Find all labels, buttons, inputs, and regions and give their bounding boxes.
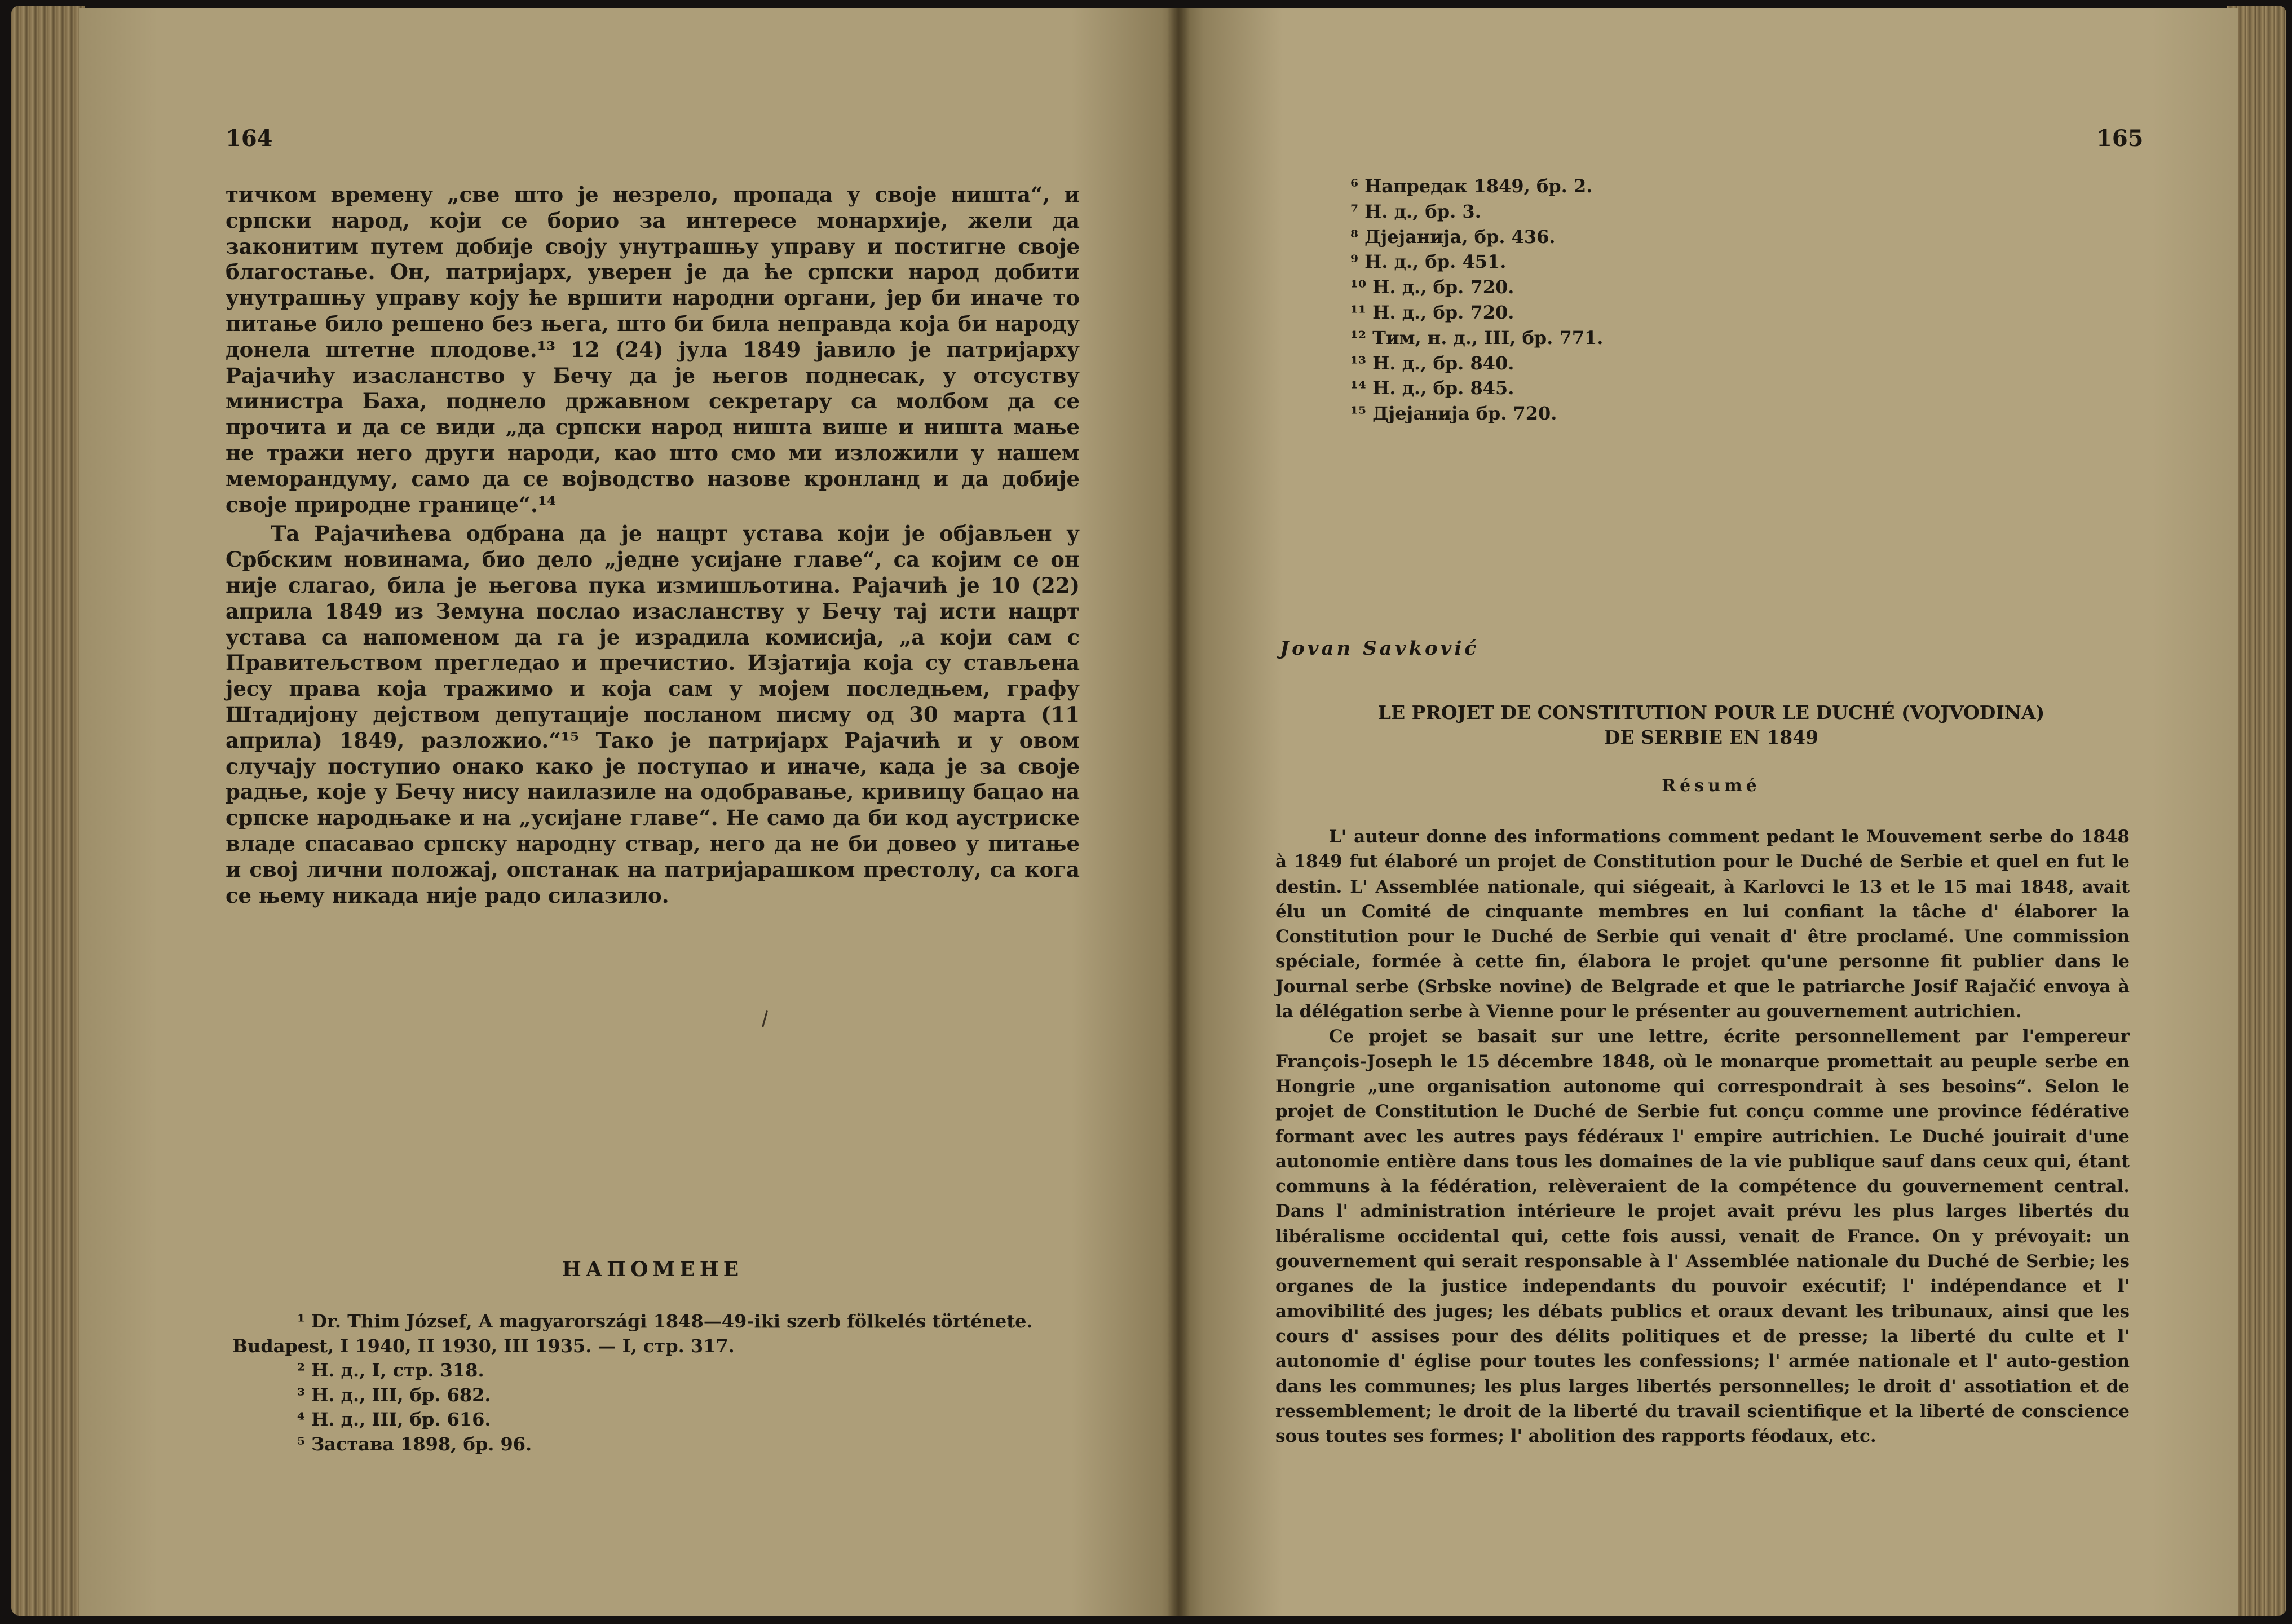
left-paragraph-2: Та Рајачићева одбрана да је нацрт устава који је објављен у Србским новинама, био дело „једне усијане главе“, са којим се он није слагао, била је његова пука измишљотина. Рајачић је 10 (22) априла 1849 из Земуна послао изасланству у Бечу тај исти нацрт устава са напоменом да га је израдила комисија, „а који сам с Правитељством прегледао и пречистио. Изјатија која су стављена јесу права која тражимо и која сам у мојем последњем, графу Штадијону дејством депутације посланом писму од 30 марта (11 априла) 1849, разложио.“¹⁵ Тако је патријарх Рајачић и у овом случају поступио онако како је поступао и иначе, када је за своје радње, које у Бечу нису наилазиле на одобравање, кривицу бацао на српске народњаке и на „усијане главе“. Не само да би код аустриске владе спасавао српску народну ствар, него да не би довео у питање и свој лични положај, опстанак на патријарашком престолу, са кога се њему никада није радо силазило.: [226, 521, 1080, 908]
right-body-text: [1275, 824, 2130, 1449]
footnote-5: ⁵ Застава 1898, бр. 96.: [297, 1433, 532, 1455]
footnote-4: ⁴ Н. д., III, бр. 616.: [297, 1409, 491, 1430]
page-edges-left: [11, 6, 85, 1616]
footnote-14: ¹⁴ Н. д., бр. 845.: [1350, 377, 1514, 399]
article-title-line-1: LE PROJET DE CONSTITUTION POUR LE DUCHÉ (VOJVODINA): [1377, 701, 2045, 723]
footnote-7: ⁷ Н. д., бр. 3.: [1350, 200, 1481, 222]
left-footnotes: [232, 1309, 1095, 1457]
page-number-left: 164: [226, 125, 273, 152]
footnote-6: ⁶ Напредак 1849, бр. 2.: [1350, 175, 1593, 197]
footnote-2: ² Н. д., I, стр. 318.: [297, 1360, 484, 1381]
left-body-text: [226, 182, 1080, 908]
left-paragraph-1: тичком времену „све што је незрело, пропада у своје ништа“, и српски народ, који се борио за интересе монархије, жели да законитим путем добије своју унутрашњу управу и постигне своје благостање. Он, патријарх, уверен је да ће српски народ добити унутрашњу управу коју ће вршити народни органи, јер би иначе то питање било решено без њега, што би била неправда која би народу донела штетне плодове.¹³ 12 (24) јула 1849 јавило је патријарху Рајачићу изасланство у Бечу да је његов поднесак, у отсуству министра Баха, поднело државном секретару са молбом да се прочита и да се види „да српски народ ништа више и ништа мање не тражи него други народи, као што смо ми изложили у нашем меморандуму, само да се војводство назове кронланд и да добије своје природне границе“.¹⁴: [226, 182, 1080, 517]
resume-heading: Résumé: [1662, 776, 1761, 796]
footnote-13: ¹³ Н. д., бр. 840.: [1350, 352, 1514, 374]
article-author: Jovan Savković: [1280, 637, 1480, 660]
page-number-right: 165: [2096, 125, 2144, 152]
footnote-1: ¹ Dr. Thim József, A magyarországi 1848—49-iki szerb fölkelés története. Budapest, I 1940, II 1930, III 1935. — I, стр. 317.: [232, 1310, 1033, 1357]
footnote-10: ¹⁰ Н. д., бр. 720.: [1350, 276, 1514, 298]
footnote-8: ⁸ Дјејанија, бр. 436.: [1350, 226, 1556, 248]
article-title: [1257, 700, 2165, 750]
footnote-15: ¹⁵ Дјејанија бр. 720.: [1350, 403, 1557, 425]
footnote-9: ⁹ Н. д., бр. 451.: [1350, 251, 1507, 273]
notes-heading: НАПОМЕНЕ: [562, 1257, 744, 1281]
right-paragraph-2: Ce projet se basait sur une lettre, écrite personnellement par l'empereur François-Joseph le 15 décembre 1848, où le monarque promettait au peuple serbe en Hongrie „une organisation autonome qui correspondrait à ses besoins“. Selon le projet de Constitution le Duché de Serbie fut conçu comme une province fédérative formant avec les autres pays fédéraux l' empire autrichien. Le Duché jouirait d'une autonomie entière dans tous les domaines de la vie publique sauf dans ceux qui, étant communs à la fédération, relèveraient de la compétence du gouvernement central. Dans l' administration intérieure le projet avait prévu les plus larges libertés du libéralisme occidental qui, cette fois aussi, venait de France. On y prévoyait: un gouvernement qui serait responsable à l' Assemblée nationale du Duché de Serbie; les organes de la justice independants du pouvoir exécutif; l' indépendance et l' amovibilité des juges; les débats publics et oraux devant les tribunaux, ainsi que les cours d' assises pour des délits politiques et de presse; la liberté du culte et l' autonomie d' église pour toutes les confessions; l' armée nationale et l' auto-gestion dans les communes; les plus larges libertés personnelles; le droit d' assotiation et de ressemblement; le droit de la liberté du travail scientifique et la liberté de conscience sous toutes ses formes; l' abolition des rapports féodaux, etc.: [1275, 1026, 2130, 1447]
footnote-3: ³ Н. д., III, бр. 682.: [297, 1384, 491, 1406]
footnote-12: ¹² Тим, н. д., III, бр. 771.: [1350, 326, 1604, 348]
book-gutter: [1167, 8, 1190, 1616]
right-footnotes: [1350, 174, 1745, 426]
footnote-11: ¹¹ Н. д., бр. 720.: [1350, 301, 1514, 323]
right-paragraph-1: L' auteur donne des informations comment pedant le Mouvement serbe do 1848 à 1849 fut élaboré un projet de Constitution pour le Duché de Serbie et quel en fut le destin. L' Assemblée nationale, qui siégeait, à Karlovci le 13 et le 15 mai 1848, avait élu un Comité de cinquante membres en lui confiant la tâche d' élaborer la Constitution pour le Duché de Serbie qui venait d' être proclamé. Une commission spéciale, formée à cette fin, élabora le projet qu'une personne fit publier dans le Journal serbe (Srbske novine) de Belgrade et que le patriarche Josif Rajačić envoya à la délégation serbe à Vienne pour le présenter au gouvernement autrichien.: [1275, 827, 2130, 1022]
article-title-line-2: DE SERBIE EN 1849: [1604, 726, 1819, 748]
